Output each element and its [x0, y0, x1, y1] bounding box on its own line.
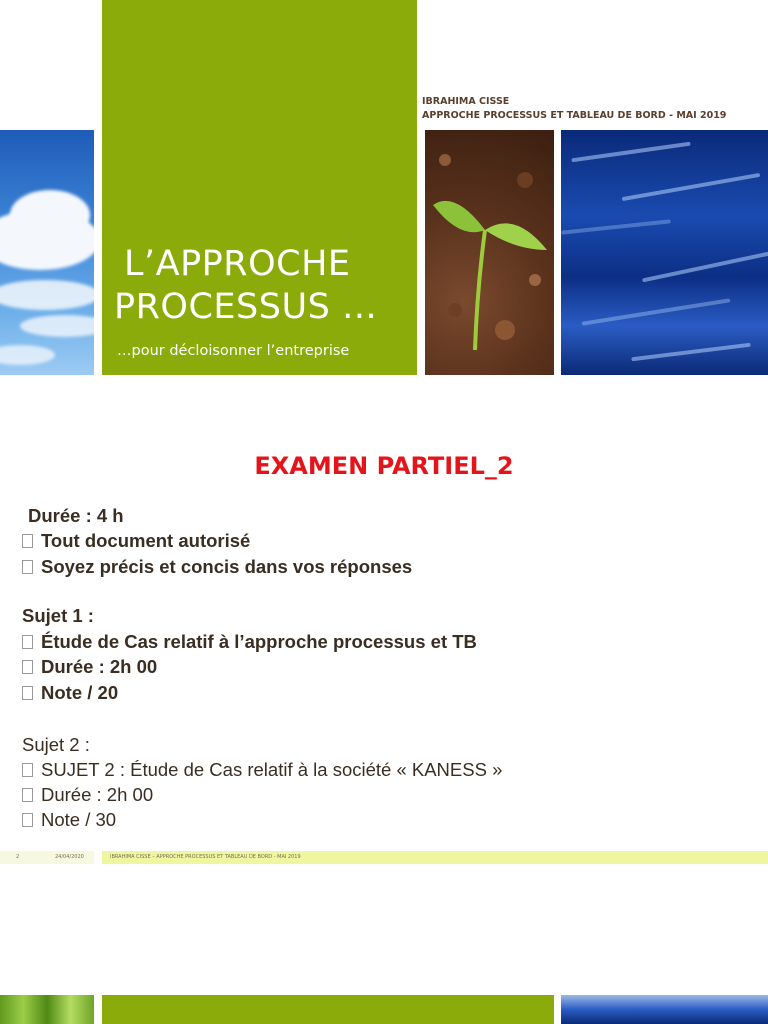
sujet1-item [22, 631, 477, 653]
sujet1-item-text: Durée : 2h 00 [41, 656, 158, 677]
sky-clouds-image [0, 130, 94, 375]
checkbox-bullet-icon [22, 635, 33, 649]
sujet1-item-text: Étude de Cas relatif à l’approche processus et TB [41, 631, 477, 652]
sujet2-heading: Sujet 2 : [22, 734, 90, 755]
title-line-1: L’APPROCHE [124, 244, 351, 284]
rule-item [22, 530, 250, 552]
footer-text: IBRAHIMA CISSE – APPROCHE PROCESSUS ET TABLEAU DE BORD - MAI 2019 [110, 854, 301, 860]
header-author: IBRAHIMA CISSE [422, 96, 510, 107]
checkbox-bullet-icon [22, 763, 33, 777]
sujet2-item-text: Durée : 2h 00 [41, 784, 154, 805]
grass-image [0, 995, 94, 1024]
sujet1-item [22, 656, 157, 678]
rule-item [22, 556, 412, 578]
sujet2-item [22, 784, 153, 806]
sujet1-note [22, 682, 118, 704]
footer-page-number: 2 [16, 854, 20, 860]
exam-duration: Durée : 4 h [28, 505, 124, 526]
seedling-image [425, 130, 554, 375]
sujet2-item [22, 759, 502, 781]
rule-text: Tout document autorisé [41, 530, 251, 551]
checkbox-bullet-icon [22, 534, 33, 548]
checkbox-bullet-icon [22, 560, 33, 574]
next-slide-water-image [561, 995, 768, 1024]
note-value: / 20 [82, 682, 119, 703]
checkbox-bullet-icon [22, 813, 33, 827]
header-course: APPROCHE PROCESSUS ET TABLEAU DE BORD - MAI 2019 [422, 110, 727, 121]
sujet1-heading: Sujet 1 : [22, 605, 94, 626]
water-waves-image [561, 130, 768, 375]
checkbox-bullet-icon [22, 660, 33, 674]
note-label: Note [41, 682, 83, 703]
slide-header [422, 95, 726, 123]
slide-title [114, 243, 414, 329]
sujet2-item-text: SUJET 2 : Étude de Cas relatif à la société « KANESS » [41, 759, 503, 780]
footer-date: 24/04/2020 [55, 854, 84, 860]
checkbox-bullet-icon [22, 788, 33, 802]
slide-subtitle: …pour décloisonner l’entreprise [117, 343, 350, 359]
next-slide-accent-bar [102, 995, 554, 1024]
sujet2-item [22, 809, 116, 831]
exam-title: EXAMEN PARTIEL_2 [254, 452, 514, 480]
checkbox-bullet-icon [22, 686, 33, 700]
title-line-2: PROCESSUS … [114, 287, 378, 327]
sujet2-item-text: Note / 30 [41, 809, 117, 830]
rule-text: Soyez précis et concis dans vos réponses [41, 556, 413, 577]
